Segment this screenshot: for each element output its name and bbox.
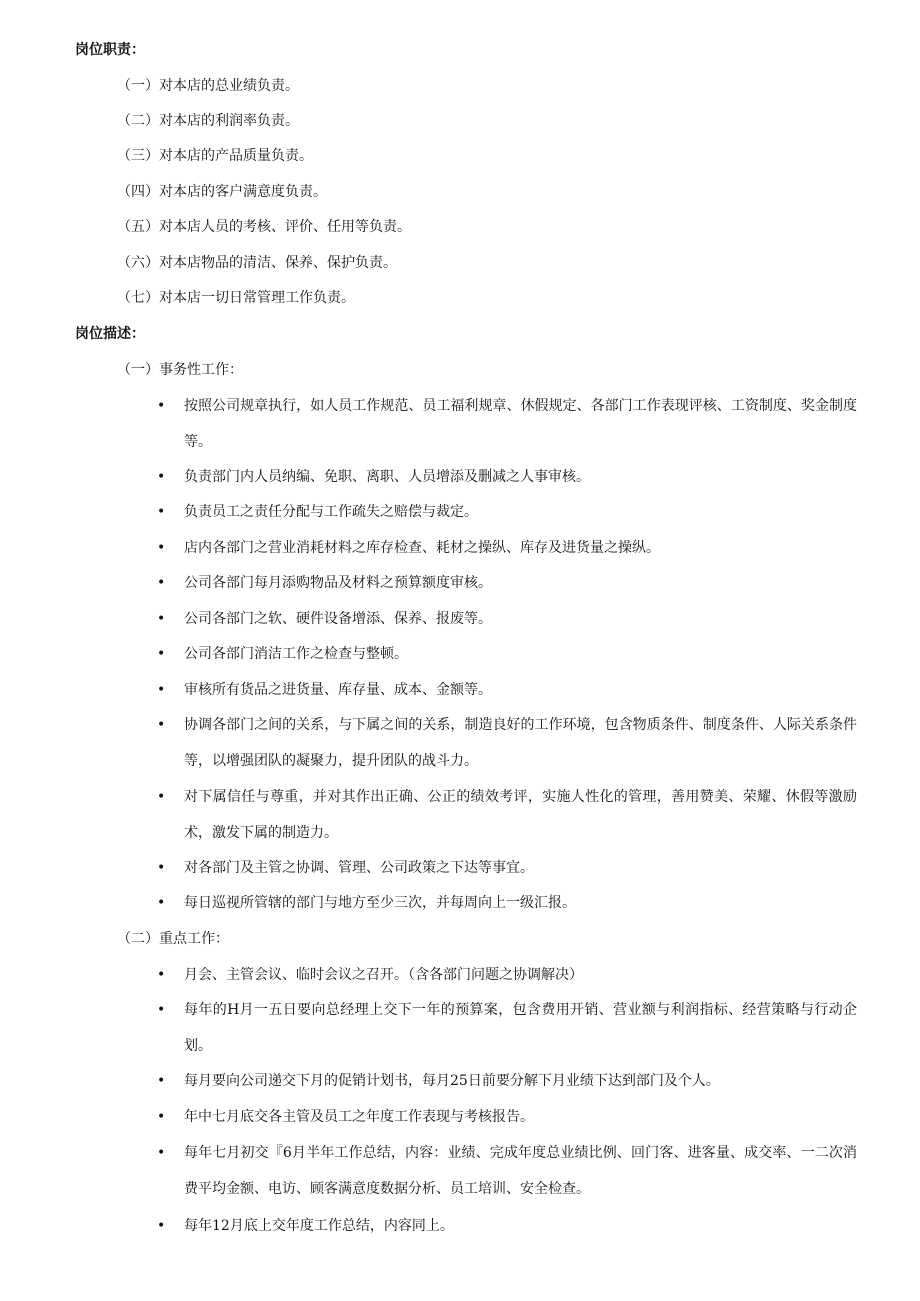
list-item-text: 对各部门及主管之协调、管理、公司政策之下达等事宜。 xyxy=(184,860,534,876)
bullet-icon: • xyxy=(157,682,166,698)
duty-item: （三）对本店的产品质量负责。 xyxy=(117,148,313,164)
list-item-text: 公司各部门消洁工作之检查与整顿。 xyxy=(184,646,408,662)
bullet-icon: • xyxy=(157,1002,166,1018)
list-item xyxy=(157,396,857,460)
duty-item: （一）对本店的总业绩负责。 xyxy=(117,78,299,94)
bullet-icon: • xyxy=(157,895,166,911)
list-item xyxy=(157,680,857,708)
list-item xyxy=(157,1107,857,1135)
description-heading: 岗位描述： xyxy=(75,326,145,342)
list-item-text: 每日巡视所管辖的部门与地方至少三次，并每周向上一级汇报。 xyxy=(184,895,576,911)
list-item-text: 审核所有货品之进货量、库存量、成本、金额等。 xyxy=(184,682,492,698)
bullet-icon: • xyxy=(157,646,166,662)
list-item-text: 协调各部门之间的关系，与下属之间的关系，制造良好的工作环境，包含物质条件、制度条件、人际关系条件等，以增强团队的凝聚力，提升团队的战斗力。 xyxy=(184,717,857,769)
list-item xyxy=(157,538,857,566)
list-item-text: 每年七月初交『6月半年工作总结，内容：业绩、完成年度总业绩比例、回门客、进客量、成交率、一二次消费平均金额、电访、顾客满意度数据分析、员工培训、安全检查。 xyxy=(184,1145,857,1197)
bullet-icon: • xyxy=(157,1109,166,1125)
bullet-icon: • xyxy=(157,469,166,485)
responsibilities-heading: 岗位职责： xyxy=(75,42,145,58)
bullet-icon: • xyxy=(157,1145,166,1161)
list-item xyxy=(157,893,857,921)
list-item xyxy=(157,467,857,495)
list-item-text: 负责员工之责任分配与工作疏失之赔偿与裁定。 xyxy=(184,504,478,520)
bullet-icon: • xyxy=(157,540,166,556)
list-item xyxy=(157,715,857,779)
duty-item: （二）对本店的利润率负责。 xyxy=(117,113,299,129)
list-item-text: 对下属信任与尊重，并对其作出正确、公正的绩效考评，实施人性化的管理，善用赞美、荣耀、休假等激励术，激发下属的制造力。 xyxy=(184,789,857,841)
duty-item: （五）对本店人员的考核、评价、任用等负责。 xyxy=(117,219,411,235)
section-title-routine: （一）事务性工作： xyxy=(117,362,243,378)
bullet-icon: • xyxy=(157,611,166,627)
list-item-text: 年中七月底交各主管及员工之年度工作表现与考核报告。 xyxy=(184,1109,534,1125)
list-item xyxy=(157,573,857,601)
list-item xyxy=(157,502,857,530)
list-item xyxy=(157,1143,857,1207)
bullet-icon: • xyxy=(157,860,166,876)
bullet-icon: • xyxy=(157,967,166,983)
list-item-text: 负责部门内人员纳编、免职、离职、人员增添及删减之人事审核。 xyxy=(184,469,590,485)
duty-item: （四）对本店的客户满意度负责。 xyxy=(117,184,327,200)
list-item xyxy=(157,609,857,637)
list-item-text: 每年12月底上交年度工作总结，内容同上。 xyxy=(184,1218,454,1234)
list-item-text: 店内各部门之营业消耗材料之库存检查、耗材之操纵、库存及进货量之操纵。 xyxy=(184,540,660,556)
bullet-icon: • xyxy=(157,717,166,733)
bullet-icon: • xyxy=(157,789,166,805)
bullet-icon: • xyxy=(157,504,166,520)
list-item xyxy=(157,787,857,851)
list-item-text: 月会、主管会议、临时会议之召开。（含各部门问题之协调解决） xyxy=(184,967,583,983)
bullet-icon: • xyxy=(157,575,166,591)
bullet-icon: • xyxy=(157,398,166,414)
duty-item: （七）对本店一切日常管理工作负责。 xyxy=(117,290,355,306)
bullet-icon: • xyxy=(157,1218,166,1234)
list-item xyxy=(157,1071,857,1099)
list-item xyxy=(157,858,857,886)
list-item-text: 按照公司规章执行，如人员工作规范、员工福利规章、休假规定、各部门工作表现评核、工资制度、奖金制度等。 xyxy=(184,398,857,450)
list-item-text: 每年的H月一五日要向总经理上交下一年的预算案，包含费用开销、营业额与利润指标、经营策略与行动企划。 xyxy=(184,1002,857,1054)
list-item-text: 公司各部门每月添购物品及材料之预算额度审核。 xyxy=(184,575,492,591)
list-item xyxy=(157,965,857,993)
list-item-text: 每月要向公司递交下月的促销计划书，每月25日前要分解下月业绩下达到部门及个人。 xyxy=(184,1073,720,1089)
list-item xyxy=(157,1000,857,1064)
duty-item: （六）对本店物品的清洁、保养、保护负责。 xyxy=(117,255,397,271)
list-item-text: 公司各部门之软、硬件设备增添、保养、报废等。 xyxy=(184,611,492,627)
bullet-icon: • xyxy=(157,1073,166,1089)
list-item xyxy=(157,1216,857,1244)
list-item xyxy=(157,644,857,672)
section-title-key-work: （二）重点工作： xyxy=(117,931,229,947)
